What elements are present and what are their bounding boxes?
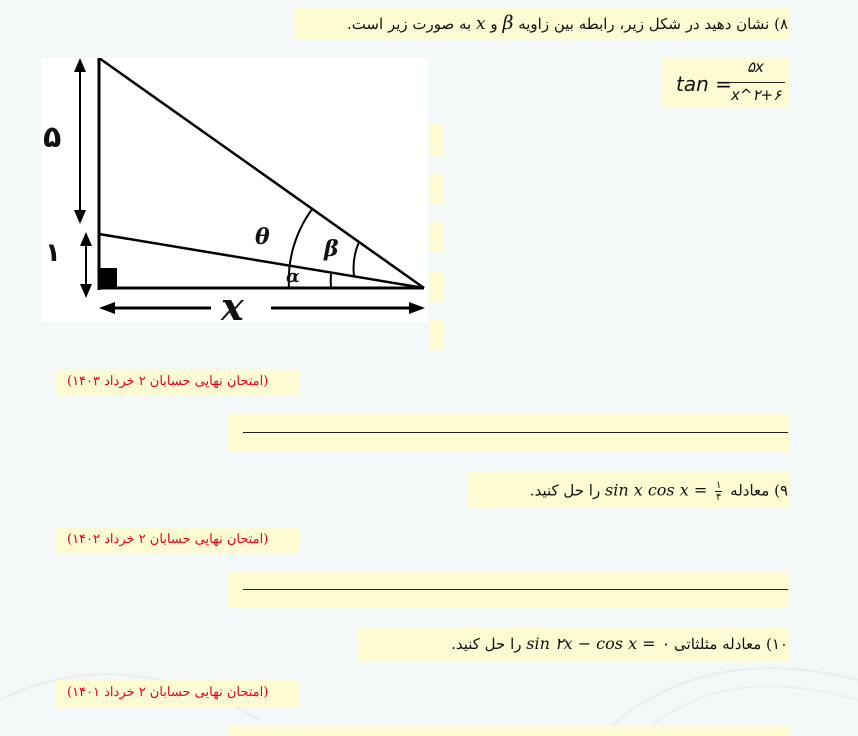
label-alpha: α — [286, 266, 300, 287]
triangle-diagram — [41, 58, 428, 322]
label-theta: θ — [255, 224, 270, 250]
empty-strip — [430, 320, 444, 350]
triangle-figure — [41, 58, 428, 329]
empty-strip — [430, 272, 444, 302]
q8-question — [347, 12, 788, 34]
q8-text: ۸) نشان دهید در شکل زیر، رابطه بین زاویه — [518, 15, 788, 33]
label-x: x — [221, 284, 244, 329]
q8-formula-numerator: ۵x — [747, 58, 764, 76]
q9-frac-denominator: ۴ — [716, 492, 722, 503]
q8-x: x — [476, 14, 486, 34]
q9-source: (امتحان نهایی حسابان ۲ خرداد ۱۴۰۲) — [67, 532, 269, 547]
q10-equation: sin ۲x − cos x = ۰ — [526, 634, 670, 653]
label-five: ۵ — [43, 120, 62, 155]
q8-answer-line — [243, 432, 788, 433]
q9-question — [530, 480, 788, 503]
empty-strip — [430, 222, 444, 252]
q9-frac-numerator: ۱ — [716, 480, 722, 491]
q10-source: (امتحان نهایی حسابان ۲ خرداد ۱۴۰۱) — [67, 685, 269, 700]
label-one: ۱ — [45, 238, 61, 268]
q8-and: و — [490, 15, 498, 33]
q10-prefix: ۱۰) معادله مثلثاتی — [674, 635, 788, 653]
label-beta: β — [324, 236, 339, 262]
q10-question — [451, 634, 788, 653]
q9-prefix: ۹) معادله — [730, 481, 788, 500]
q8-beta: β — [502, 12, 514, 34]
empty-strip — [430, 124, 444, 155]
empty-strip — [430, 174, 444, 204]
q9-equation: sin x cos x = — [605, 480, 708, 500]
q9-suffix: را حل کنید. — [529, 481, 601, 500]
q10-suffix: را حل کنید. — [451, 635, 522, 653]
q8-formula-fraction-bar — [730, 82, 785, 83]
q8-tail: به صورت زیر است. — [346, 15, 472, 33]
q8-formula-denominator: x^۲+۶ — [731, 86, 782, 104]
q10-answer-highlight — [227, 726, 789, 736]
q8-source: (امتحان نهایی حسابان ۲ خرداد ۱۴۰۳) — [67, 374, 269, 389]
q8-formula-lhs: tan = — [676, 72, 732, 96]
q9-answer-line — [243, 589, 788, 590]
